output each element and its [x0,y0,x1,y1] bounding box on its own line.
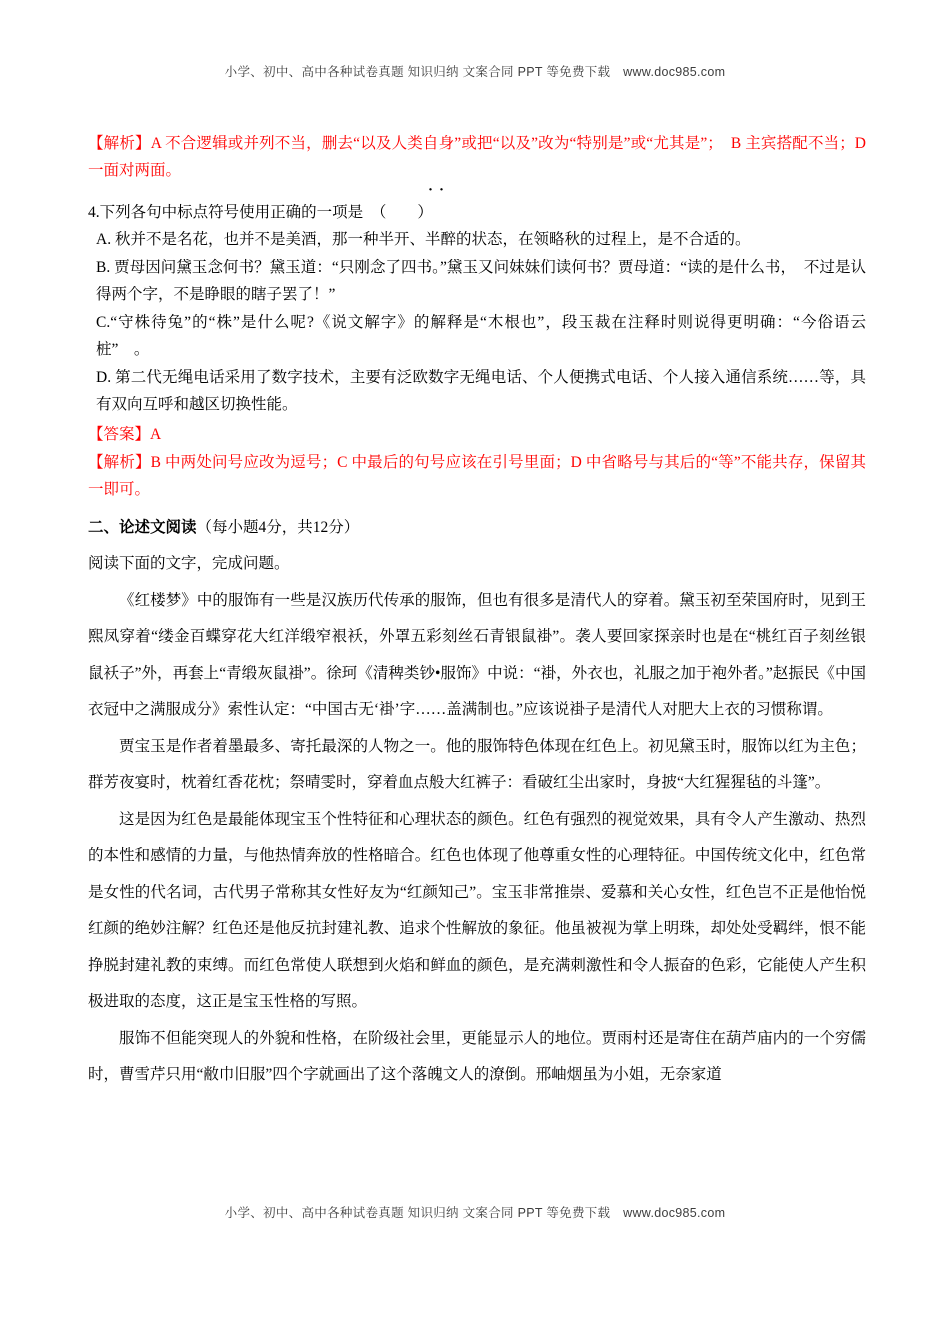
emphasis-dots: ·· [428,182,451,198]
q4-answer: 【答案】A [88,425,162,443]
section2-heading [88,513,866,543]
reading-intro: 阅读下面的文字，完成问题。 [88,554,290,572]
q4-stem: 4.下列各句中标点符号使用正确的一项是 （ ） [88,204,433,221]
q4-option-a: A. 秋并不是名花，也并不是美酒，那一种半开、半醉的状态，在领略秋的过程上，是不合适的。 [96,231,751,248]
page-header: 小学、初中、高中各种试卷真题 知识归纳 文案合同 PPT 等免费下载 www.doc985.com [224,65,726,79]
passage-paragraph-4: 服饰不但能突现人的外貌和性格，在阶级社会里，更能显示人的地位。贾雨村还是寄住在葫芦庙内的一个穷儒时，曹雪芹只用“敝巾旧服”四个字就画出了这个落魄文人的潦倒。邢岫烟虽为小姐，无奈家道 [88,1029,866,1083]
q4-analysis-text: 【解析】B 中两处问号应改为逗号；C 中最后的句号应该在引号里面；D 中省略号与其后的“等”不能共存，保留其一即可。 [88,453,866,498]
passage-paragraph-3: 这是因为红色是最能体现宝玉个性特征和心理状态的颜色。红色有强烈的视觉效果，具有令人产生激动、热烈的本性和感情的力量，与他热情奔放的性格暗合。红色也体现了他尊重女性的心理特征。中国传统文化中，红色常是女性的代名词，古代男子常称其女性好友为“红颜知己”。宝玉非常推崇、爱慕和关心女性，红色岂不正是他怡悦红颜的绝妙注解？红色还是他反抗封建礼教、追求个性解放的象征。他虽被视为掌上明珠，却处处受羁绊，恨不能挣脱封建礼教的束缚。而红色常使人联想到火焰和鲜血的颜色，是充满刺激性和令人振奋的色彩，它能使人产生积极进取的态度，这正是宝玉性格的写照。 [88,810,866,1010]
section2-score-note: （每小题4分，共12分） [196,518,360,536]
passage-paragraph-1: 《红楼梦》中的服饰有一些是汉族历代传承的服饰，但也有很多是清代人的穿着。黛玉初至荣国府时，见到王熙凤穿着“缕金百蝶穿花大红洋缎窄裉袄，外罩五彩刻丝石青银鼠褂”。袭人要回家探亲时也是在“桃红百子刻丝银鼠袄子”外，再套上“青缎灰鼠褂”。徐珂《清稗类钞•服饰》中说：“褂，外衣也，礼服之加于袍外者。”赵振民《中国衣冠中之满服成分》索性认定：“中国古无‘褂’字……盖满制也。”应该说褂子是清代人对肥大上衣的习惯称谓。 [88,591,866,718]
q4-option-d: D. 第二代无绳电话采用了数字技术，主要有泛欧数字无绳电话、个人便携式电话、个人接入通信系统……等，具有双向互呼和越区切换性能。 [96,368,866,413]
reading-passage [88,583,866,1094]
section2-title: 二、论述文阅读 [88,518,197,536]
q4-option-b: B. 贾母因问黛玉念何书？黛玉道：“只刚念了四书。”黛玉又问妹妹们读何书？贾母道：“读的是什么书， 不过是认得两个字，不是睁眼的瞎子罢了！” [96,258,866,303]
q4-option-c: C.“守株待兔”的“株”是什么呢?《说文解字》的解释是“木根也”，段玉裁在注释时则说得更明确：“今俗语云桩” 。 [96,313,866,358]
page-footer: 小学、初中、高中各种试卷真题 知识归纳 文案合同 PPT 等免费下载 www.doc985.com [224,1206,726,1220]
document-content [88,130,866,1094]
passage-paragraph-2: 贾宝玉是作者着墨最多、寄托最深的人物之一。他的服饰特色体现在红色上。初见黛玉时，服饰以红为主色；群芳夜宴时，枕着红香花枕；祭晴雯时，穿着血点般大红裤子：看破红尘出家时，身披“大红猩猩毡的斗篷”。 [88,737,866,791]
q3-analysis-text: 【解析】A 不合逻辑或并列不当，删去“以及人类自身”或把“以及”改为“特别是”或“尤其是”； B 主宾搭配不当；D 一面对两面。 [88,135,866,179]
